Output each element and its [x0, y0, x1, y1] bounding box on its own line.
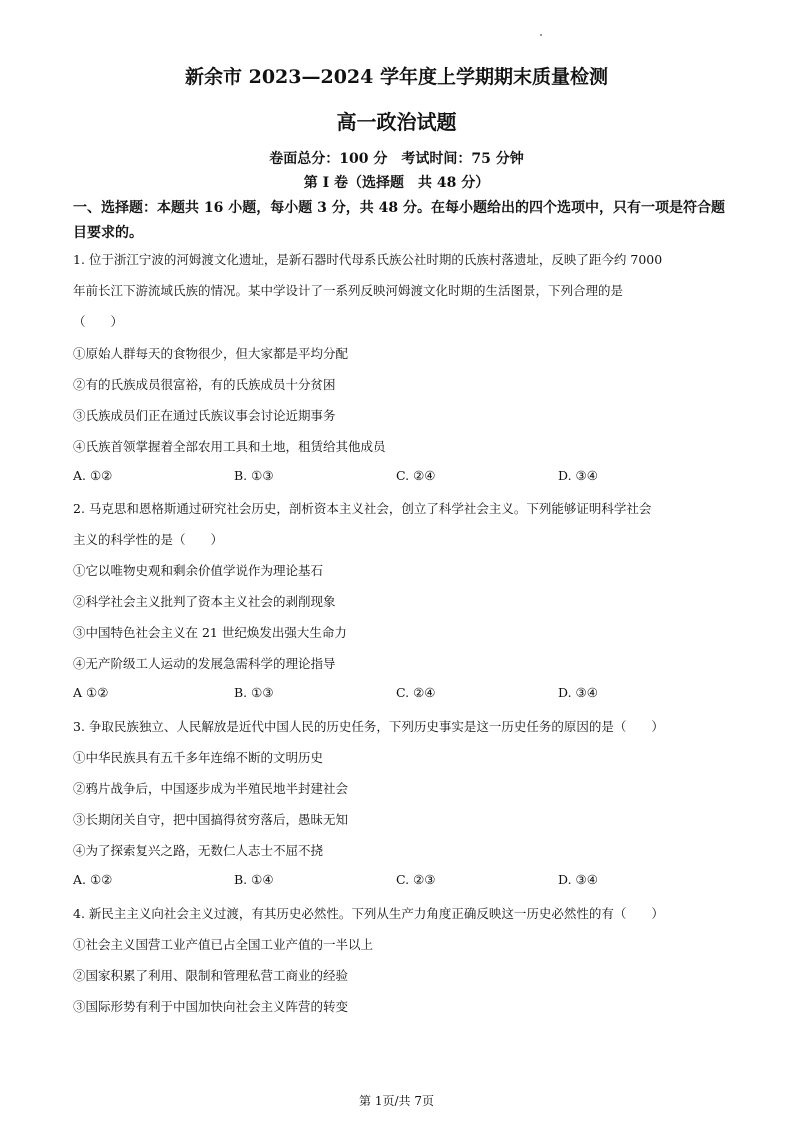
subject-title: 高一政治试题 — [336, 110, 457, 134]
q2-option-c[interactable]: C. ②④ — [396, 685, 436, 700]
q1-item-3: ③氏族成员们正在通过氏族议事会讨论近期事务 — [73, 408, 336, 423]
q1-options — [73, 468, 733, 486]
q2-options — [73, 685, 733, 703]
page-number: 第 1页/共 7页 — [359, 1094, 434, 1108]
q3-item-3: ③长期闭关自守，把中国搞得贫穷落后，愚昧无知 — [73, 812, 349, 827]
q1-stem-line-1: 1. 位于浙江宁波的河姆渡文化遗址，是新石器时代母系氏族公社时期的氏族村落遗址，反映了距今约 7000 — [73, 252, 663, 267]
q2-option-d[interactable]: D. ③④ — [558, 685, 598, 700]
q3-option-b[interactable]: B. ①④ — [234, 872, 274, 887]
q2-item-3: ③中国特色社会主义在 21 世纪焕发出强大生命力 — [73, 625, 347, 640]
q4-stem-line-1: 4. 新民主主义向社会主义过渡，有其历史必然性。下列从生产力角度正确反映这一历史必然性的有（ ） — [73, 906, 664, 921]
q4-item-2: ②国家积累了利用、限制和管理私营工商业的经验 — [73, 968, 349, 983]
q1-option-b[interactable]: B. ①③ — [234, 468, 274, 483]
q2-item-4: ④无产阶级工人运动的发展急需科学的理论指导 — [73, 656, 336, 671]
q3-option-c[interactable]: C. ②③ — [396, 872, 436, 887]
q3-options — [73, 872, 733, 890]
q3-item-4: ④为了探索复兴之路，无数仁人志士不屈不挠 — [73, 843, 324, 858]
exam-info: 卷面总分：100 分 考试时间：75 分钟 — [269, 151, 524, 167]
q4-item-1: ①社会主义国营工业产值已占全国工业产值的一半以上 — [73, 937, 374, 952]
exam-title: 新余市 2023—2024 学年度上学期期末质量检测 — [185, 66, 608, 88]
q1-item-4: ④氏族首领掌握着全部农用工具和土地，租赁给其他成员 — [73, 439, 386, 454]
q4-item-3: ③国际形势有利于中国加快向社会主义阵营的转变 — [73, 999, 349, 1014]
q1-stem-line-2: 年前长江下游流域氏族的情况。某中学设计了一系列反映河姆渡文化时期的生活图景，下列合理的是 — [73, 283, 624, 298]
q1-item-2: ②有的氏族成员很富裕，有的氏族成员十分贫困 — [73, 377, 336, 392]
q2-stem-line-2: 主义的科学性的是（ ） — [73, 532, 224, 547]
q2-option-b[interactable]: B. ①③ — [234, 685, 274, 700]
q3-stem-line-1: 3. 争取民族独立、人民解放是近代中国人民的历史任务，下列历史事实是这一历史任务的原因的是（ ） — [73, 719, 664, 734]
q3-option-a[interactable]: A. ①② — [73, 872, 113, 887]
q1-option-c[interactable]: C. ②④ — [396, 468, 436, 483]
q3-item-2: ②鸦片战争后，中国逐步成为半殖民地半封建社会 — [73, 781, 349, 796]
q3-item-1: ①中华民族具有五千多年连绵不断的文明历史 — [73, 750, 324, 765]
scan-dot — [540, 34, 542, 36]
q1-item-1: ①原始人群每天的食物很少，但大家都是平均分配 — [73, 346, 349, 361]
q2-option-a[interactable]: A ①② — [73, 685, 109, 700]
q2-item-1: ①它以唯物史观和剩余价值学说作为理论基石 — [73, 563, 324, 578]
q1-option-d[interactable]: D. ③④ — [558, 468, 598, 483]
part-heading: 第 I 卷（选择题 共 48 分） — [303, 175, 490, 191]
q1-option-a[interactable]: A. ①② — [73, 468, 113, 483]
q2-stem-line-1: 2. 马克思和恩格斯通过研究社会历史，剖析资本主义社会，创立了科学社会主义。下列能够证明科学社会 — [73, 501, 652, 516]
q2-item-2: ②科学社会主义批判了资本主义社会的剥削现象 — [73, 594, 336, 609]
q3-option-d[interactable]: D. ③④ — [558, 872, 598, 887]
q1-stem-line-3: （ ） — [73, 314, 124, 329]
section-instructions: 一、选择题：本题共 16 小题，每小题 3 分，共 48 分。在每小题给出的四个选项中，只有一项是符合题目要求的。 — [73, 200, 725, 241]
